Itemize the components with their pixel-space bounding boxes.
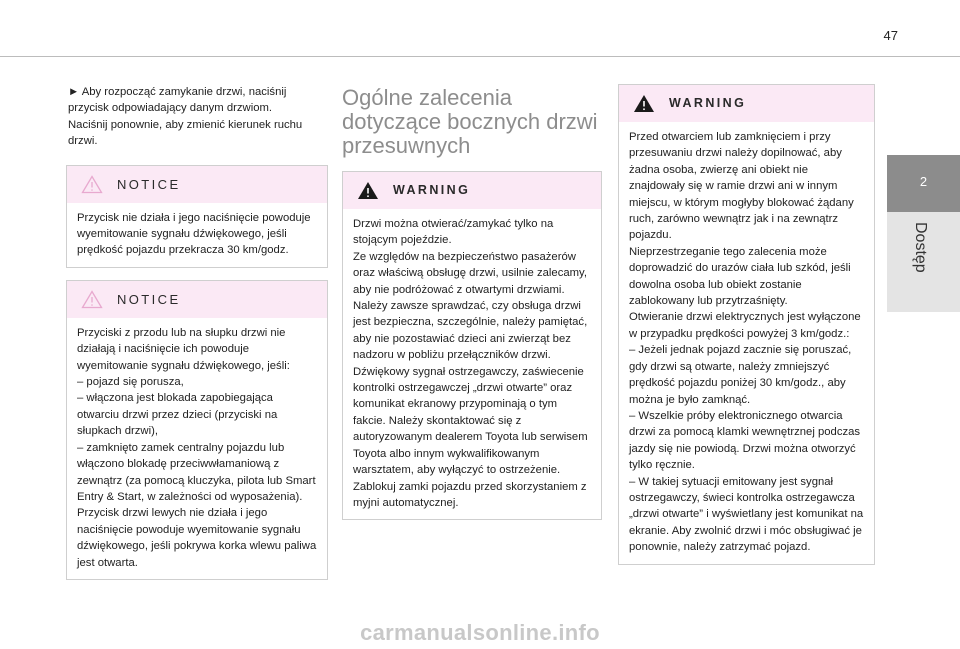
warning-header <box>619 85 874 122</box>
notice-header <box>67 281 327 318</box>
warning-triangle-icon <box>357 181 379 200</box>
page-number: 47 <box>883 28 898 43</box>
warning-text: Drzwi można otwierać/zamykać tylko na stojącym pojeździe. Ze względów na bezpieczeństwo pasażerów oraz właściwą obsługę drzwi, usilnie zalecamy, aby nie podróżować z otwartymi drzwiami. Należy zawsze sprawdzać, czy obsługa drzwi jest bezpieczna, szczególnie, należy pamiętać, aby nie pozostawiać dzieci ani zwierząt bez nadzoru w pobliżu przełączników drzwi. Dźwiękowy sygnał ostrzegawczy, zaświecenie kontrolki ostrzegawczej „drzwi otwarte” oraz komunikat ekranowy przypominają o tym fakcie. Należy skontaktować się z autoryzowanym dealerem Toyota lub serwisem Toyota albo innym wykwalifikowanym warsztatem, aby wyłączyć to ostrzeżenie. Zablokuj zamki pojazdu przed skorzystaniem z myjni automatycznej. <box>353 218 588 509</box>
warning-box <box>342 171 602 520</box>
notice-triangle-icon <box>81 175 103 194</box>
notice-header <box>67 166 327 203</box>
warning-label: WARNING <box>393 183 471 197</box>
notice-body <box>67 318 327 579</box>
chapter-label-strip <box>887 212 960 312</box>
column-right <box>618 84 875 565</box>
chapter-tab[interactable] <box>887 155 960 212</box>
column-middle <box>342 84 602 520</box>
notice-text: Przyciski z przodu lub na słupku drzwi nie działają i naciśnięcie ich powoduje wyemitowanie sygnału dźwiękowego, jeśli: – pojazd się porusza, – włączona jest blokada zapobiegająca otwarciu drzwi przez dzieci (przyciski na słupkach drzwi), – zamknięto zamek centralny pojazdu lub włączono blokadę przeciwwłamaniową z zewnątrz (za pomocą kluczyka, pilota lub Smart Entry & Start, w zależności od wyposażenia). Przycisk drzwi lewych nie działa i jego naciśnięcie powoduje wyemitowanie sygnału dźwiękowego, jeśli pokrywa korka wlewu paliwa jest otwarta. <box>77 326 317 569</box>
warning-triangle-icon <box>633 94 655 113</box>
notice-text: Przycisk nie działa i jego naciśnięcie powoduje wyemitowanie sygnału dźwiękowego, jeśli prędkość pojazdu przekracza 30 km/godz. <box>77 211 311 257</box>
notice-label: NOTICE <box>117 176 181 192</box>
chapter-label: Dostęp <box>912 222 929 273</box>
notice-body <box>67 203 327 267</box>
warning-body <box>343 209 601 519</box>
intro-text: ► Aby rozpocząć zamykanie drzwi, naciśnij przycisk odpowiadający danym drzwiom. Naciśnij ponownie, aby zmienić kierunek ruchu drzwi. <box>68 86 303 148</box>
warning-box <box>618 84 875 565</box>
warning-text: Przed otwarciem lub zamknięciem i przy przesuwaniu drzwi należy dopilnować, aby żadna osoba, zwierzę ani obiekt nie znajdowały się w ramie drzwi ani w innym miejscu, w którym mogłyby blokować żądany ruch, zarówno wewnątrz jak i na zewnątrz pojazdu. Nieprzestrzeganie tego zalecenia może doprowadzić do urazów ciała lub szkód, jeśli dowolna osoba lub obiekt zostanie zablokowany lub przytrzaśnięty. Otwieranie drzwi elektrycznych jest wyłączone w przypadku prędkości powyżej 3 km/godz.: – Jeżeli jednak pojazd zacznie się poruszać, gdy drzwi są otwarte, należy zmniejszyć prędkość pojazdu poniżej 30 km/godz., aby można je było zamknąć. – Wszelkie próby elektronicznego otwarcia drzwi za pomocą klamki wewnętrznej podczas jazdy się nie powiodą. Drzwi można otworzyć tylko ręcznie. – W takiej sytuacji emitowany jest sygnał ostrzegawczy, świeci kontrolka ostrzegawcza „drzwi otwarte” i wyświetlany jest komunikat na ekranie. Aby zwolnić drzwi i móc obsługiwać je ponownie, należy zatrzymać pojazd. <box>629 131 864 554</box>
notice-label: NOTICE <box>117 291 181 307</box>
warning-label: WARNING <box>669 96 747 110</box>
column-left <box>66 84 328 580</box>
notice-box-1 <box>66 165 328 268</box>
warning-body <box>619 122 874 564</box>
section-title: Ogólne zalecenia dotyczące bocznych drzwi przesuwnych <box>342 85 598 158</box>
header-rule <box>0 56 960 57</box>
warning-header <box>343 172 601 209</box>
watermark: carmanualsonline.info <box>360 620 600 645</box>
notice-box-2 <box>66 280 328 580</box>
notice-triangle-icon <box>81 290 103 309</box>
chapter-number: 2 <box>919 174 928 189</box>
